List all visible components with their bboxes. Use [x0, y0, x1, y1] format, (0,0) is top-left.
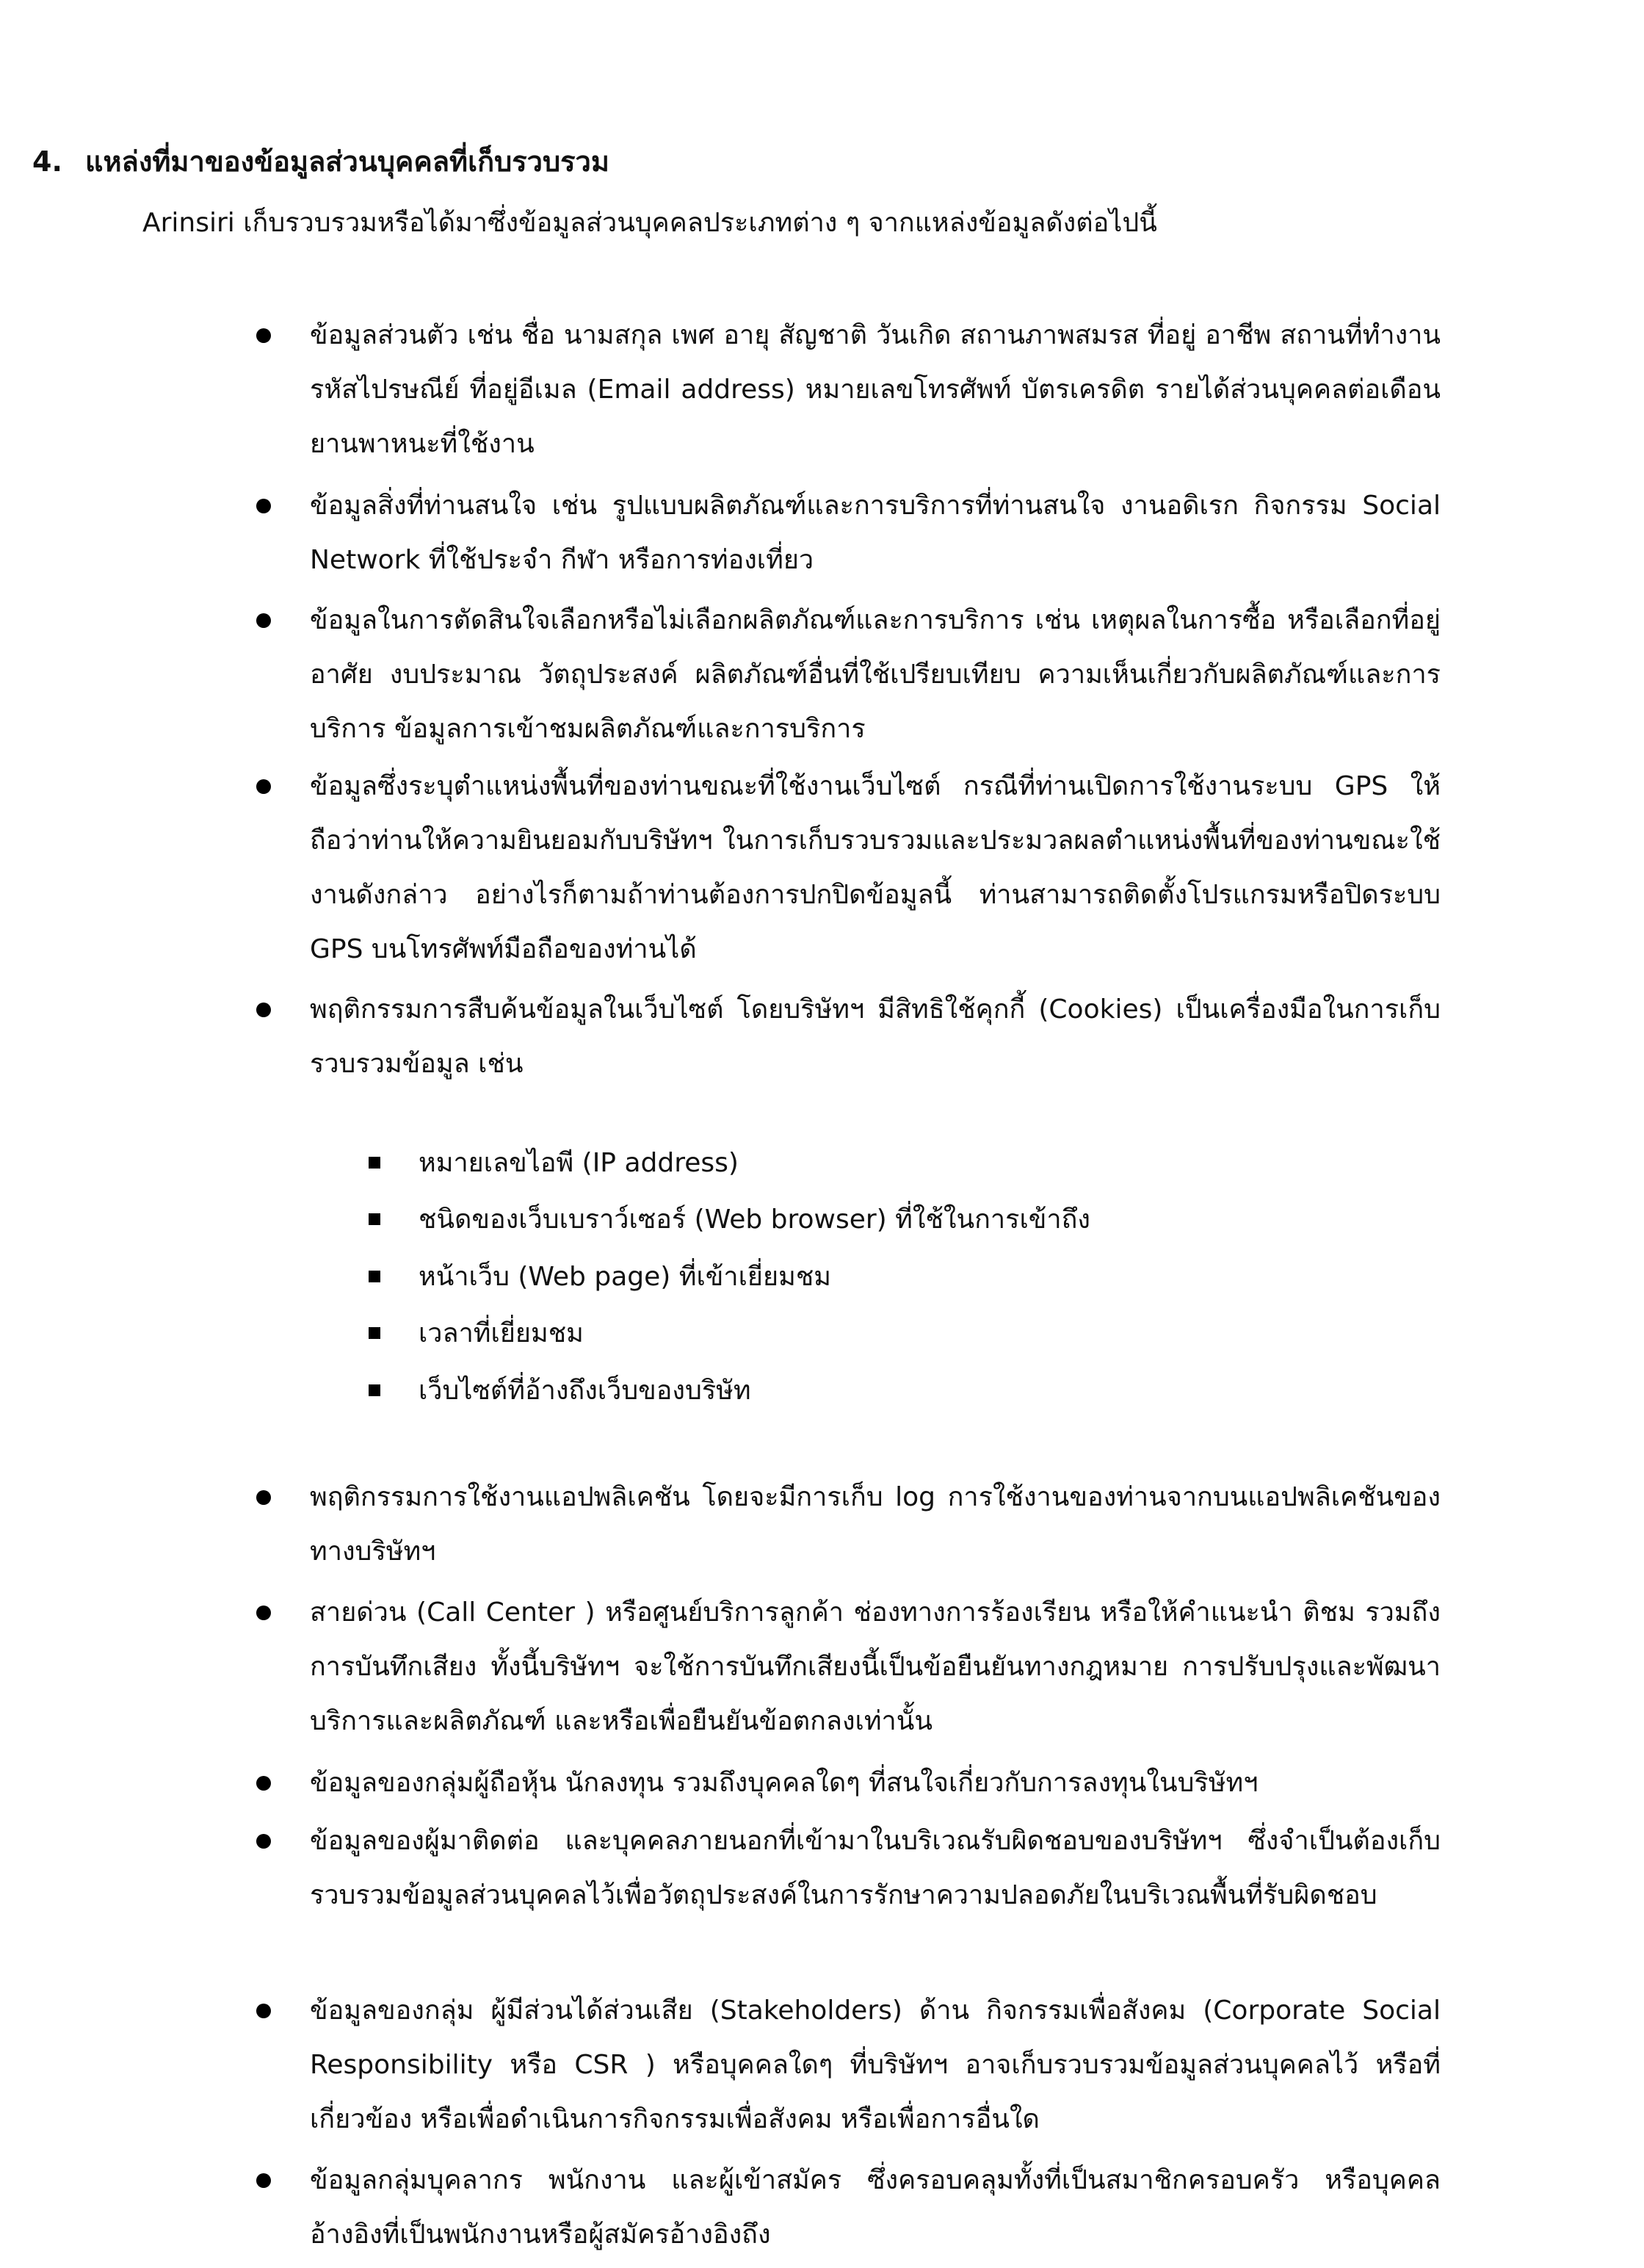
list-item-text: ข้อมูลซึ่งระบุตำแหน่งพื้นที่ของท่านขณะที่ใช้งานเว็บไซต์ กรณีที่ท่านเปิดการใช้งานระบบ GPS ให้ถือว่าท่านให้ความยินยอมกับบริษัทฯ ในการเก็บรวบรวมและประมวลผลตำแหน่งพื้นที่ของท่านขณะใช้งานดังกล่าว อย่างไรก็ตามถ้าท่านต้องการปกปิดข้อมูลนี้ ท่านสามารถติดตั้งโปรแกรมหรือปิดระบบ GPS บนโทรศัพท์มือถือของท่านได้: [310, 771, 1441, 964]
section-number: 4.: [32, 145, 62, 178]
list-item-text: ข้อมูลของกลุ่มผู้ถือหุ้น นักลงทุน รวมถึงบุคคลใดๆ ที่สนใจเกี่ยวกับการลงทุนในบริษัทฯ: [310, 1768, 1259, 1798]
section-title: แหล่งที่มาของข้อมูลส่วนบุคคลที่เก็บรวบรวม: [85, 145, 609, 178]
list-item-text: ข้อมูลกลุ่มบุคลากร พนักงาน และผู้เข้าสมัคร ซึ่งครอบคลุมทั้งที่เป็นสมาชิกครอบครัว หรือบุคคลอ้างอิงที่เป็นพนักงานหรือผู้สมัครอ้างอิงถึง: [310, 2165, 1441, 2250]
section-intro: Arinsiri เก็บรวบรวมหรือได้มาซึ่งข้อมูลส่วนบุคคลประเภทต่าง ๆ จากแหล่งข้อมูลดังต่อไปนี้: [142, 208, 1157, 238]
sub-list-item-text: หมายเลขไอพี (IP address): [419, 1148, 739, 1178]
square-bullet-icon: [369, 1271, 380, 1282]
square-bullet-icon: [369, 1327, 380, 1339]
bullet-icon: [256, 2004, 271, 2018]
list-item-text: พฤติกรรมการสืบค้นข้อมูลในเว็บไซต์ โดยบริษัทฯ มีสิทธิใช้คุกกี้ (Cookies) เป็นเครื่องมือในการเก็บรวบรวมข้อมูล เช่น: [310, 994, 1441, 1079]
bullet-icon: [256, 1776, 271, 1791]
square-bullet-icon: [369, 1157, 380, 1169]
list-item-text: ข้อมูลของกลุ่ม ผู้มีส่วนได้ส่วนเสีย (Stakeholders) ด้าน กิจกรรมเพื่อสังคม (Corporate Social Responsibility หรือ CSR ) หรือบุคคลใดๆ ที่บริษัทฯ อาจเก็บรวบรวมข้อมูลส่วนบุคคลไว้ หรือที่เกี่ยวข้อง หรือเพื่อดำเนินการกิจกรรมเพื่อสังคม หรือเพื่อการอื่นใด: [310, 1996, 1441, 2134]
bullet-icon: [256, 779, 271, 794]
sub-list-item-text: เว็บไซต์ที่อ้างถึงเว็บของบริษัท: [419, 1376, 751, 1406]
list-item-text: พฤติกรรมการใช้งานแอปพลิเคชัน โดยจะมีการเก็บ log การใช้งานของท่านจากบนแอปพลิเคชันของทางบริษัทฯ: [310, 1482, 1441, 1567]
bullet-icon: [256, 613, 271, 628]
bullet-icon: [256, 2173, 271, 2188]
list-item-text: ข้อมูลส่วนตัว เช่น ชื่อ นามสกุล เพศ อายุ สัญชาติ วันเกิด สถานภาพสมรส ที่อยู่ อาชีพ สถานที่ทำงาน รหัสไปรษณีย์ ที่อยู่อีเมล (Email address) หมายเลขโทรศัพท์ บัตรเครดิต รายได้ส่วนบุคคลต่อเดือน ยานพาหนะที่ใช้งาน: [310, 320, 1441, 459]
list-item-text: ข้อมูลในการตัดสินใจเลือกหรือไม่เลือกผลิตภัณฑ์และการบริการ เช่น เหตุผลในการซื้อ หรือเลือกที่อยู่อาศัย งบประมาณ วัตถุประสงค์ ผลิตภัณฑ์อื่นที่ใช้เปรียบเทียบ ความเห็นเกี่ยวกับผลิตภัณฑ์และการบริการ ข้อมูลการเข้าชมผลิตภัณฑ์และการบริการ: [310, 605, 1441, 744]
sub-list-item-text: หน้าเว็บ (Web page) ที่เข้าเยี่ยมชม: [419, 1262, 831, 1292]
sub-list-item-text: เวลาที่เยี่ยมชม: [419, 1318, 584, 1348]
bullet-icon: [256, 1490, 271, 1505]
bullet-icon: [256, 1606, 271, 1620]
sub-list-item-text: ชนิดของเว็บเบราว์เซอร์ (Web browser) ที่ใช้ในการเข้าถึง: [419, 1205, 1090, 1235]
square-bullet-icon: [369, 1384, 380, 1396]
square-bullet-icon: [369, 1213, 380, 1225]
bullet-icon: [256, 1834, 271, 1849]
section-heading: [32, 141, 609, 182]
list-item-text: สายด่วน (Call Center ) หรือศูนย์บริการลูกค้า ช่องทางการร้องเรียน หรือให้คำแนะนำ ติชม รวมถึงการบันทึกเสียง ทั้งนี้บริษัทฯ จะใช้การบันทึกเสียงนี้เป็นข้อยืนยันทางกฎหมาย การปรับปรุงและพัฒนาบริการและผลิตภัณฑ์ และหรือเพื่อยืนยันข้อตกลงเท่านั้น: [310, 1597, 1441, 1736]
list-item-text: ข้อมูลสิ่งที่ท่านสนใจ เช่น รูปแบบผลิตภัณฑ์และการบริการที่ท่านสนใจ งานอดิเรก กิจกรรม Social Network ที่ใช้ประจำ กีฬา หรือการท่องเที่ยว: [310, 491, 1441, 575]
list-item-text: ข้อมูลของผู้มาติดต่อ และบุคคลภายนอกที่เข้ามาในบริเวณรับผิดชอบของบริษัทฯ ซึ่งจำเป็นต้องเก็บรวบรวมข้อมูลส่วนบุคคลไว้เพื่อวัตถุประสงค์ในการรักษาความปลอดภัยในบริเวณพื้นที่รับผิดชอบ: [310, 1826, 1441, 1910]
bullet-icon: [256, 1003, 271, 1017]
bullet-icon: [256, 499, 271, 513]
bullet-icon: [256, 328, 271, 343]
